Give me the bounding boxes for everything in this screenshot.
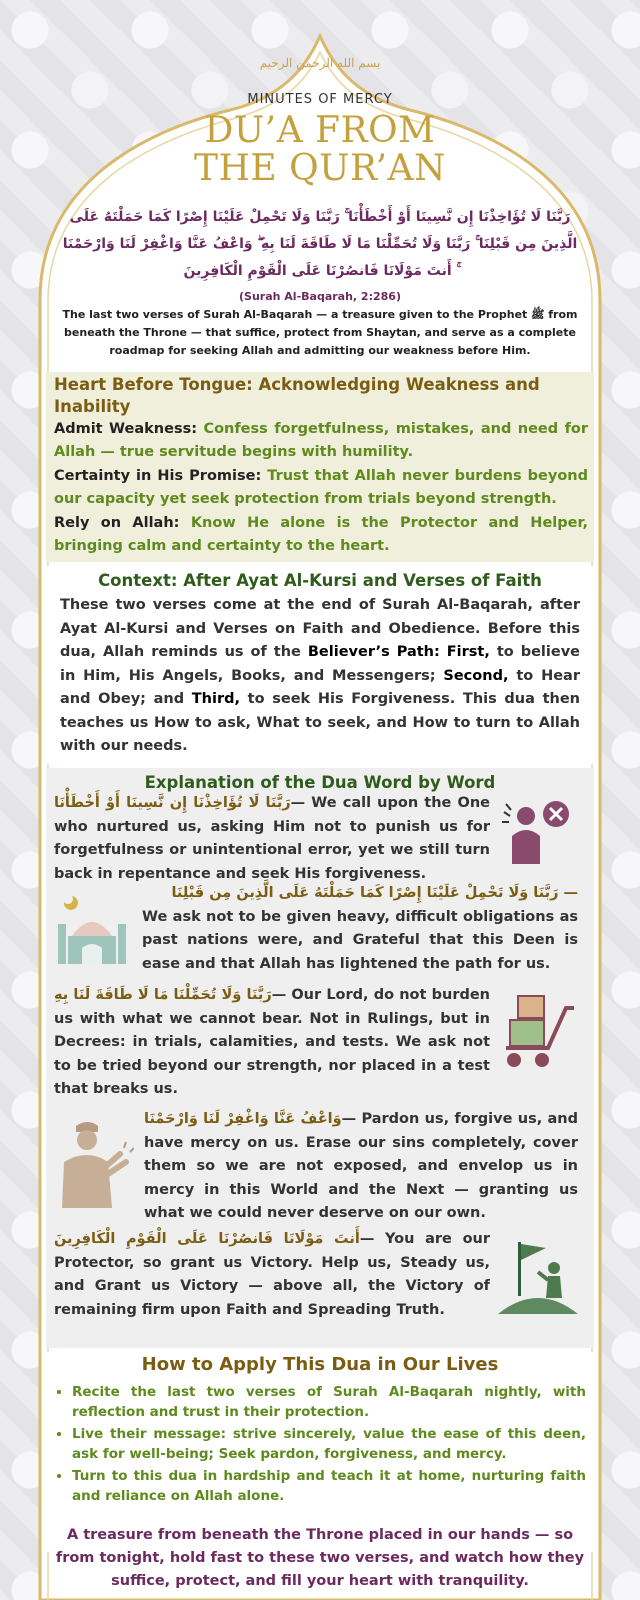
- apply-list-item: • Live their message: strive sincerely, value the ease of this deen, ask for well-being; Seek pardon, forgiveness, and mercy.: [72, 1424, 586, 1464]
- dua-arabic-text: رَبَّنَا لَا تُؤَاخِذْنَا إِن نَّسِينَا أَوْ أَخْطَأْنَا ۚ رَبَّنَا وَلَا تَحْمِلْ عَلَيْنَا إِصْرًا كَمَا حَمَلْتَهُ عَلَى الَّذِينَ مِن قَبْلِنَا ۚ رَبَّنَا وَلَا تُحَمِّلْنَا مَا لَا طَاقَةَ لَنَا بِهِ ۖ وَاعْفُ عَنَّا وَاغْفِرْ لَنَا وَارْحَمْنَا ۚ أَنتَ مَوْلَانَا فَانصُرْنَا عَلَى الْقَوْمِ الْكَافِرِينَ: [62, 209, 578, 279]
- hand-truck-icon: [496, 988, 578, 1072]
- context-bold: Believer’s Path: First,: [307, 644, 490, 660]
- heart-point: [54, 512, 588, 557]
- context-text: to Hear and Obey; and: [60, 667, 580, 707]
- apply-list-item: • Recite the last two verses of Surah Al-Baqarah nightly, with reflection and trust in their protection.: [72, 1382, 586, 1422]
- flag-hill-icon: [498, 1238, 578, 1314]
- heart-point-label: Rely on Allah:: [54, 515, 180, 531]
- heart-point-text: Know He alone is the Protector and Helper, bringing calm and certainty to the heart.: [54, 515, 588, 554]
- explanation-arabic: وَاعْفُ عَنَّا وَاغْفِرْ لَنَا وَارْحَمْنَا: [144, 1111, 342, 1127]
- context-paragraph: [60, 594, 580, 759]
- title-line-1: DU’A FROM: [204, 110, 436, 151]
- explanation-item-4: [144, 1108, 578, 1226]
- explanation-section: [46, 768, 594, 1348]
- context-bold: Second,: [443, 667, 509, 684]
- heart-section: [46, 372, 594, 562]
- heart-section-title: Heart Before Tongue: Acknowledging Weakness and Inability: [54, 375, 540, 416]
- explanation-arabic: رَبَّنَا لَا تُؤَاخِذْنَا إِن نَّسِينَا أَوْ أَخْطَأْنَا: [54, 795, 291, 811]
- explanation-arabic: أَنتَ مَوْلَانَا فَانصُرْنَا عَلَى الْقَوْمِ الْكَافِرِينَ: [54, 1231, 360, 1247]
- context-bold: Third,: [191, 691, 241, 707]
- title-line-2: THE QUR’AN: [193, 148, 447, 189]
- explanation-arabic: رَبَّنَا وَلَا تُحَمِّلْنَا مَا لَا طَاقَةَ لَنَا بِهِ: [54, 987, 272, 1003]
- explanation-text: — You are our Protector, so grant us Victory. Help us, Steady us, and Grant us Victory — above all, the Victory of remaining firm upon Faith and Spreading Truth.: [54, 1231, 490, 1318]
- dua-intro: The last two verses of Surah Al-Baqarah — a treasure given to the Prophet ﷺ from beneath the Throne — that suffice, protect from Shaytan, and serve as a complete roadmap for seeking Allah and admitting our weakness before Him.: [62, 308, 578, 357]
- explanation-text: — Our Lord, do not burden us with what we cannot bear. Not in Rulings, but in Decrees: in trials, calamities, and tests. We ask not to be tried beyond our strength, nor placed in a test that breaks us.: [54, 987, 490, 1097]
- explanation-item-2: [142, 882, 578, 976]
- forget-person-icon: [498, 794, 578, 866]
- context-text: to seek His Forgiveness. This dua then teaches us How to ask, What to seek, and How to turn to Allah with our needs.: [60, 691, 580, 754]
- heart-point: [54, 418, 588, 463]
- explanation-section-title: Explanation of the Dua Word by Word: [144, 773, 496, 792]
- apply-list-item: • Turn to this dua in hardship and teach it at home, nurturing faith and reliance on Allah alone.: [72, 1466, 586, 1506]
- context-text: These two verses come at the end of Surah Al-Baqarah, after Ayat Al-Kursi and Verses on Faith and Obedience. Before this dua, Allah reminds us of the: [60, 597, 580, 660]
- explanation-text: We ask not to be given heavy, difficult obligations as past nations were, and Grateful that this Deen is ease and that Allah has lightened the path for us.: [142, 908, 578, 972]
- context-text: to believe in Him, His Angels, Books, and Messengers;: [60, 644, 580, 684]
- apply-list: [54, 1382, 586, 1506]
- context-section: [46, 566, 594, 764]
- explanation-text: — We call upon the One who nurtured us, asking Him not to punish us for forgetfulness or unintentional error, yet we still turn back in repentance and seek His forgiveness.: [54, 795, 490, 882]
- heart-point-text: Trust that Allah never burdens beyond our capacity yet seek protection from trials beyond strength.: [54, 468, 588, 507]
- page-title: [46, 112, 594, 188]
- heart-point-text: Confess forgetfulness, mistakes, and need for Allah — true servitude begins with humility.: [54, 421, 588, 460]
- mosque-icon: [52, 890, 132, 966]
- dua-reference: (Surah Al-Baqarah, 2:286): [239, 290, 401, 303]
- heart-point-label: Certainty in His Promise:: [54, 468, 262, 484]
- explanation-item-3: [54, 984, 490, 1102]
- explanation-text: — Pardon us, forgive us, and have mercy on us. Erase our sins completely, cover them so we are not exposed, and envelop us in mercy in this World and the Next — granting us what we could never deserve on our own.: [144, 1111, 579, 1221]
- explanation-item-1: [54, 792, 490, 886]
- heart-point: [54, 465, 588, 510]
- heart-point-label: Admit Weakness:: [54, 421, 198, 437]
- closing-message: A treasure from beneath the Throne placed in our hands — so from tonight, hold fast to these two verses, and watch how they suffice, protect, and fill your heart with tranquility.: [55, 1527, 585, 1589]
- header-kicker: MINUTES OF MERCY: [247, 92, 393, 107]
- praying-man-icon: [54, 1118, 134, 1208]
- context-section-title: Context: After Ayat Al-Kursi and Verses of Faith: [98, 571, 542, 590]
- explanation-item-5: [54, 1228, 490, 1322]
- explanation-arabic: — رَبَّنَا وَلَا تَحْمِلْ عَلَيْنَا إِصْرًا كَمَا حَمَلْتَهُ عَلَى الَّذِينَ مِن قَبْلِنَا: [171, 885, 578, 901]
- header-calligraphy: بسم الله الرحمن الرحيم: [259, 56, 381, 70]
- apply-section: [46, 1352, 594, 1552]
- apply-section-title: How to Apply This Dua in Our Lives: [141, 1354, 499, 1375]
